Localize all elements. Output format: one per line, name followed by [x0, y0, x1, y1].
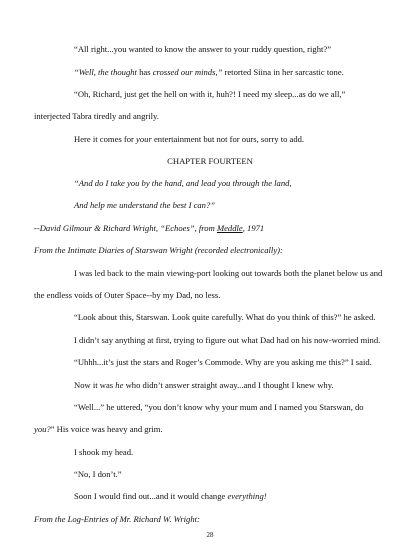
plain-text: retorted Siina in her sarcastic tone.: [222, 67, 344, 77]
dialogue-text: “All right...you wanted to know the answer to your ruddy question, right?”: [74, 44, 332, 54]
paragraph-line: [74, 67, 344, 78]
dialogue-text: “No, I don’t.”: [74, 469, 122, 479]
paragraph-line: [34, 290, 220, 301]
paragraph-line: [74, 357, 372, 368]
epigraph-attribution: [34, 223, 264, 234]
attribution-text: --David Gilmour & Richard Wright, “Echoes”, from: [34, 223, 217, 233]
italic-text: crossed our minds,”: [152, 67, 223, 77]
paragraph-line: [74, 44, 331, 55]
paragraph-line: [74, 335, 380, 346]
italic-text: he: [115, 380, 124, 390]
epigraph-text: “And do I take you by the hand, and lead you through the land,: [74, 178, 292, 188]
plain-text: Here it comes for: [74, 134, 137, 144]
plain-text: who didn’t answer straight away...and I thought I knew why.: [123, 380, 334, 390]
paragraph-line: [34, 424, 163, 435]
dialogue-text: “Well...” he uttered, “you don’t know why your mum and I named you Starswan, do: [74, 402, 364, 412]
paragraph-line: [74, 89, 345, 100]
plain-text: entertainment but not for ours, sorry to add.: [151, 134, 305, 144]
italic-text: your: [136, 134, 152, 144]
paragraph-line: [74, 134, 304, 145]
plain-text: I was led back to the main viewing-port looking out towards both the planet below us and: [74, 268, 383, 278]
plain-text: ” His voice was heavy and grim.: [50, 424, 163, 434]
source-text: From the Intimate Diaries of Starswan Wright (recorded electronically):: [34, 245, 283, 255]
chapter-heading: CHAPTER FOURTEEN: [167, 156, 253, 166]
plain-text: the endless voids of Outer Space--by my Dad, no less.: [34, 290, 221, 300]
plain-text: Soon I would find out...and it would change: [74, 491, 228, 501]
epigraph-line: [74, 178, 292, 189]
italic-text: you?: [34, 424, 51, 434]
paragraph-line: [74, 491, 267, 502]
paragraph-line: [74, 447, 133, 458]
section-source-heading: [34, 514, 200, 525]
plain-text: interjected Tabra tiredly and angrily.: [34, 111, 159, 121]
paragraph-line: [74, 469, 122, 480]
paragraph-line: [74, 268, 382, 279]
plain-text: has: [136, 67, 153, 77]
paragraph-line: [74, 380, 334, 391]
plain-text: I didn’t say anything at first, trying to figure out what Dad had on his now-worried mind.: [74, 335, 381, 345]
epigraph-line: [74, 200, 215, 211]
italic-text: “Well, the thought: [74, 67, 137, 77]
dialogue-text: “Look about this, Starswan. Look quite carefully. What do you think of this?” he asked.: [74, 312, 376, 322]
section-source-heading: [34, 245, 283, 256]
paragraph-line: [34, 111, 159, 122]
plain-text: Now it was: [74, 380, 116, 390]
source-text: From the Log-Entries of Mr. Richard W. Wright:: [34, 514, 200, 524]
album-title: Meddle: [216, 223, 243, 233]
paragraph-line: [74, 312, 375, 323]
page-number: 28: [206, 531, 214, 539]
attribution-text: , 1971: [242, 223, 265, 233]
dialogue-text: “Oh, Richard, just get the hell on with it, huh?! I need my sleep...as do we all,”: [74, 89, 346, 99]
italic-text: everything!: [227, 491, 267, 501]
plain-text: I shook my head.: [74, 447, 134, 457]
dialogue-text: “Uhhh...it’s just the stars and Roger’s Commode. Why are you asking me this?” I said.: [74, 357, 372, 367]
epigraph-text: And help me understand the best I can?”: [74, 200, 216, 210]
paragraph-line: [74, 402, 364, 413]
